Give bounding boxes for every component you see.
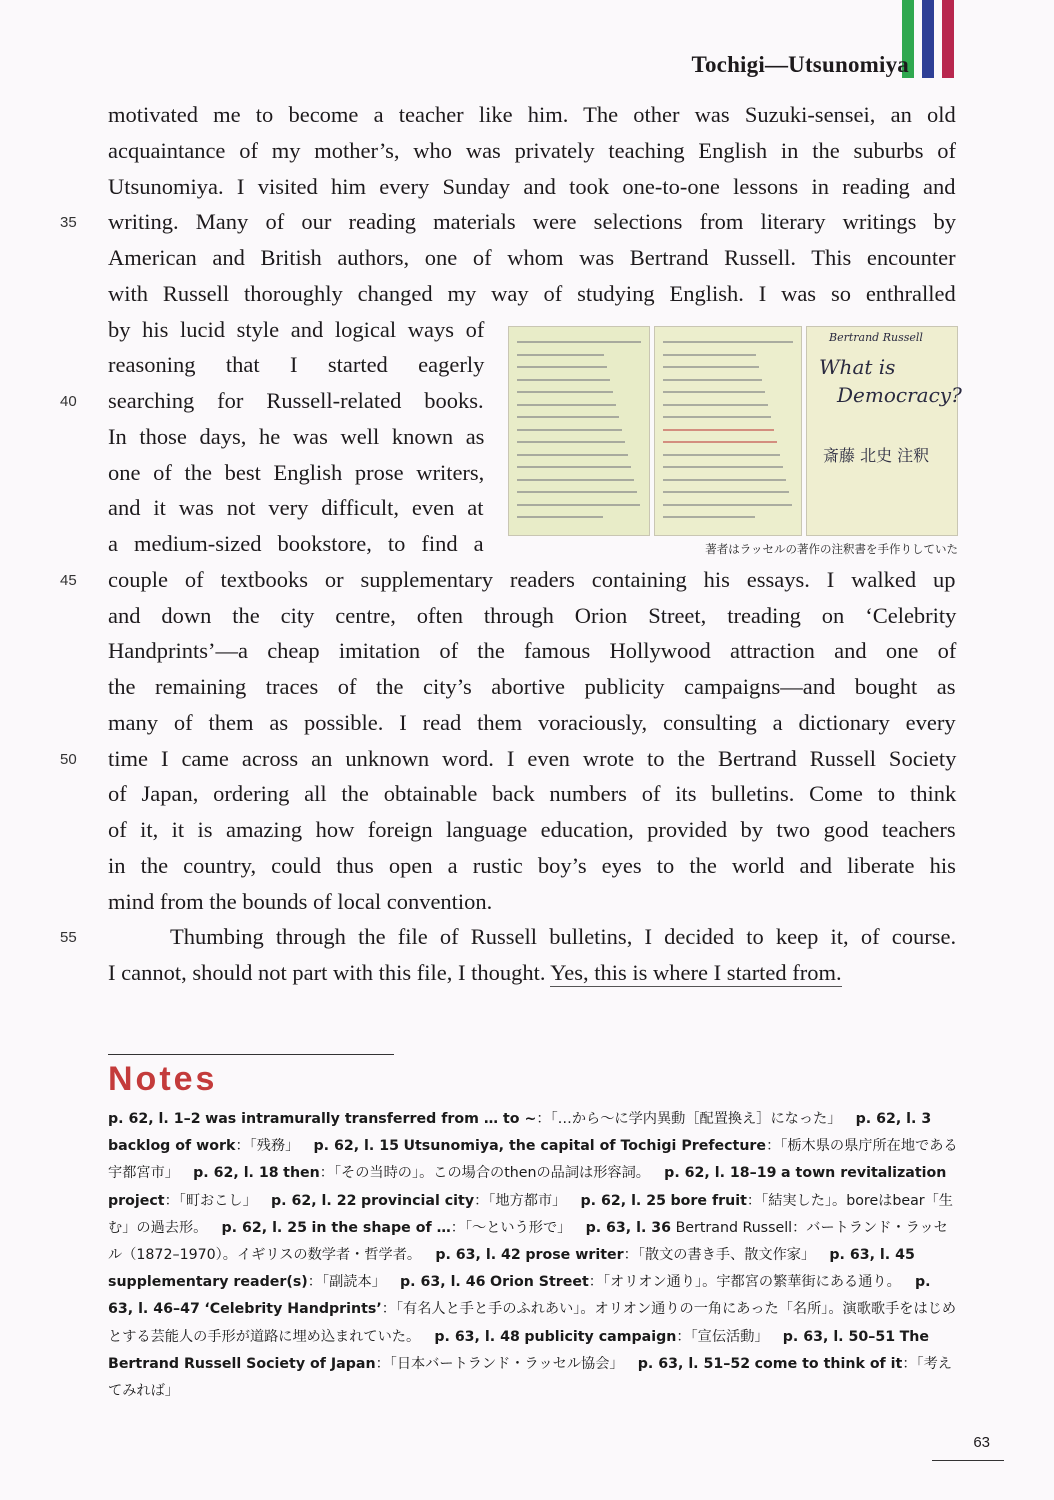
body-line: and down the city centre, often through Orion Street, treading on ‘Celebrity: [108, 602, 957, 628]
page-number: 63: [973, 1434, 990, 1451]
handwriting-stroke: [517, 341, 641, 343]
body-line: time I came across an unknown word. I even wrote to the Bertrand Russell Society: [108, 745, 957, 771]
body-line: mind from the bounds of local convention.: [108, 888, 493, 914]
note-ref: p. 62, l. 18: [193, 1165, 279, 1182]
body-line: in the country, could thus open a rustic boy’s eyes to the world and liberate his: [108, 852, 956, 878]
body-line: by his lucid style and logical ways of: [108, 316, 485, 342]
body-line: one of the best English prose writers,: [108, 459, 485, 485]
note-gloss: 「宣伝活動」: [690, 1328, 769, 1345]
book-author-handwriting: Bertrand Russell: [829, 331, 923, 344]
header-bar-red: [942, 0, 954, 78]
handwriting-stroke: [517, 441, 625, 443]
handwriting-stroke: [663, 504, 792, 506]
note-ref: p. 62, l. 3: [855, 1111, 932, 1127]
note-entry: p. 62, l. 15 Utsunomiya, the capital of Tochigi Prefecture：「栃木県の県庁所在地である宇都宮市」: [108, 1138, 958, 1182]
handwriting-stroke: [517, 454, 628, 456]
body-line: In those days, he was well known as: [108, 423, 485, 449]
note-gloss: 「その当時の」。この場合のthenの品詞は形容詞。: [333, 1165, 650, 1182]
handwriting-stroke: [663, 429, 774, 431]
underlined-sentence: Yes, this is where I started from.: [550, 960, 842, 985]
handwriting-stroke: [517, 429, 622, 431]
figure-notebook-photos: [508, 326, 962, 538]
note-entry: p. 63, l. 45 supplementary reader(s)：「副読本」: [108, 1247, 915, 1291]
notes-heading: Notes: [108, 1060, 218, 1098]
note-gloss: 「散文の書き手、散文作家」: [637, 1247, 816, 1264]
note-gloss: 「考えてみれば」: [108, 1355, 952, 1400]
handwriting-stroke: [663, 341, 793, 343]
body-line: couple of textbooks or supplementary readers containing his essays. I walked up: [108, 566, 956, 592]
note-term: come to think of it: [754, 1355, 903, 1372]
note-gloss: 「有名人と手と手のふれあい」。オリオン通りの一角にあった「名所」。演歌歌手をはじめとする芸能人の手形が道路に埋め込まれていた。: [108, 1301, 957, 1345]
annotator-name: 斎藤 北史 注釈: [823, 446, 930, 465]
line-number: 50: [60, 750, 77, 768]
note-ref: p. 62, l. 25: [221, 1219, 308, 1236]
note-ref: p. 63, l. 46–47: [108, 1274, 931, 1318]
note-term: backlog of work: [108, 1138, 236, 1155]
note-gloss: 「町おこし」: [178, 1192, 257, 1209]
note-ref: p. 63, l. 48: [434, 1328, 520, 1345]
handwriting-stroke: [517, 479, 634, 481]
body-line: with Russell thoroughly changed my way of studying English. I was so enthralled: [108, 280, 956, 306]
note-ref: p. 63, l. 42: [435, 1247, 521, 1264]
handwriting-stroke: [517, 466, 631, 468]
note-ref: p. 63, l. 36: [585, 1219, 672, 1236]
notebook-photo-1: [508, 326, 650, 536]
book-title-line-2: Democracy?: [837, 383, 962, 407]
notebook-photo-3: [806, 326, 962, 536]
handwriting-stroke: [663, 416, 771, 418]
note-entry: p. 63, l. 50–51 The Bertrand Russell Society of Japan：「日本バートランド・ラッセル協会」: [108, 1328, 930, 1372]
note-term: Utsunomiya, the capital of Tochigi Prefecture: [403, 1138, 767, 1155]
note-gloss: 「日本バートランド・ラッセル協会」: [389, 1355, 624, 1372]
note-term: supplementary reader(s): [108, 1274, 308, 1291]
note-entry: p. 62, l. 25 in the shape of …：「〜という形で」: [221, 1219, 572, 1236]
handwriting-stroke: [663, 516, 755, 518]
note-entry: p. 63, l. 42 prose writer：「散文の書き手、散文作家」: [435, 1247, 816, 1264]
note-term: The Bertrand Russell Society of Japan: [108, 1328, 930, 1372]
note-term: prose writer: [525, 1247, 624, 1264]
handwriting-stroke: [517, 516, 603, 518]
note-term: in the shape of …: [311, 1219, 451, 1236]
handwriting-stroke: [517, 379, 610, 381]
handwriting-stroke: [517, 491, 637, 493]
body-line: searching for Russell-related books.: [108, 388, 484, 413]
note-entry: p. 62, l. 3 backlog of work：「残務」: [108, 1111, 932, 1155]
header-bar-blue: [922, 0, 934, 78]
note-term: was intramurally transferred from … to ~: [205, 1111, 537, 1127]
note-entry: p. 62, l. 22 provincial city：「地方都市」: [271, 1192, 567, 1209]
note-entry: p. 63, l. 36 Bertrand Russell：バートランド・ラッセル（1872–1970）。イギリスの数学者・哲学者。: [108, 1219, 948, 1264]
running-header: Tochigi—Utsunomiya: [691, 52, 909, 77]
handwriting-stroke: [663, 354, 756, 356]
note-gloss: 「栃木県の県庁所在地である宇都宮市」: [108, 1138, 958, 1182]
note-term: Orion Street: [490, 1274, 589, 1291]
note-entry: p. 62, l. 18 then：「その当時の」。この場合のthenの品詞は形容詞。: [193, 1165, 650, 1182]
book-title-line-1: What is: [819, 355, 896, 379]
note-entry: p. 62, l. 18–19 a town revitalization project：「町おこし」: [108, 1165, 947, 1209]
body-line: of it, it is amazing how foreign language education, provided by two good teachers: [108, 817, 956, 842]
note-gloss: 「〜という形で」: [464, 1219, 572, 1236]
body-line: Handprints’—a cheap imitation of the famous Hollywood attraction and one of: [108, 638, 957, 664]
handwriting-stroke: [517, 416, 619, 418]
body-line: reasoning that I started eagerly: [108, 352, 485, 378]
handwriting-stroke: [663, 479, 786, 481]
note-term: publicity campaign: [524, 1328, 677, 1345]
handwriting-stroke: [663, 441, 777, 443]
handwriting-stroke: [517, 354, 604, 356]
note-gloss: 「…から〜に学内異動［配置換え］になった」: [550, 1111, 842, 1127]
note-ref: p. 62, l. 22: [271, 1192, 357, 1209]
handwriting-stroke: [517, 391, 613, 393]
handwriting-stroke: [663, 391, 765, 393]
note-gloss: 「地方都市」: [488, 1192, 567, 1209]
note-entry: p. 63, l. 46–47 ‘Celebrity Handprints’：「有名人と手と手のふれあい」。オリオン通りの一角にあった「名所」。演歌歌手をはじめとする芸能人の手形が道路に埋め込まれていた。: [108, 1274, 957, 1345]
note-entry: p. 63, l. 48 publicity campaign：「宣伝活動」: [434, 1328, 769, 1345]
body-line: of Japan, ordering all the obtainable back numbers of its bulletins. Come to think: [108, 781, 957, 807]
note-term: Bertrand Russell: [675, 1219, 793, 1236]
note-gloss: 「残務」: [249, 1138, 300, 1155]
note-term: then: [283, 1165, 320, 1182]
note-ref: p. 63, l. 51–52: [637, 1355, 751, 1372]
note-term: bore fruit: [670, 1192, 747, 1209]
notes-divider: [108, 1054, 394, 1055]
handwriting-stroke: [663, 491, 789, 493]
note-ref: p. 63, l. 45: [829, 1247, 915, 1264]
note-ref: p. 62, l. 18–19: [664, 1165, 777, 1182]
note-ref: p. 63, l. 46: [400, 1274, 486, 1291]
handwriting-stroke: [663, 366, 759, 368]
line-number: 40: [60, 393, 77, 410]
note-entry: p. 62, l. 1–2 was intramurally transferred from … to ~：「…から〜に学内異動［配置換え］になった」: [108, 1111, 842, 1127]
body-line: acquaintance of my mother’s, who was privately teaching English in the suburbs of: [108, 137, 957, 163]
body-line: American and British authors, one of whom was Bertrand Russell. This encounter: [108, 245, 956, 270]
note-ref: p. 63, l. 50–51: [782, 1328, 896, 1345]
note-gloss: バートランド・ラッセル（1872–1970）。イギリスの数学者・哲学者。: [108, 1219, 948, 1264]
note-ref: p. 62, l. 1–2: [108, 1111, 201, 1127]
note-gloss: 「副読本」: [321, 1274, 386, 1291]
body-line: a medium-sized bookstore, to find a: [108, 531, 484, 556]
note-ref: p. 62, l. 15: [313, 1138, 399, 1155]
handwriting-stroke: [663, 454, 780, 456]
body-line: writing. Many of our reading materials were selections from literary writings by: [108, 209, 957, 235]
body-line: many of them as possible. I read them voraciously, consulting a dictionary every: [108, 709, 956, 735]
body-line: Thumbing through the file of Russell bulletins, I decided to keep it, of course.: [170, 924, 957, 950]
note-gloss: 「オリオン通り」。宇都宮の繁華街にある通り。: [602, 1274, 901, 1291]
notes-body: [108, 1106, 960, 1405]
handwriting-stroke: [517, 366, 607, 368]
line-number: 45: [60, 571, 77, 589]
line-number: 35: [60, 214, 77, 232]
line-number: 55: [60, 929, 77, 947]
handwriting-stroke: [663, 379, 762, 381]
note-entry: p. 62, l. 25 bore fruit：「結実した」。boreはbear「生む」の過去形。: [108, 1192, 953, 1236]
body-line: Utsunomiya. I visited him every Sunday and took one-to-one lessons in reading and: [108, 173, 956, 199]
note-entry: p. 63, l. 51–52 come to think of it：「考えてみれば」: [108, 1355, 952, 1400]
body-line: I cannot, should not part with this file, I thought. Yes, this is where I started from.: [108, 960, 842, 985]
body-line: motivated me to become a teacher like him. The other was Suzuki-sensei, an old: [108, 102, 956, 127]
note-ref: p. 62, l. 25: [580, 1192, 667, 1209]
note-term: provincial city: [361, 1192, 475, 1209]
handwriting-stroke: [517, 504, 640, 506]
note-gloss: 「結実した」。boreはbear「生む」の過去形。: [108, 1192, 953, 1236]
note-term: ‘Celebrity Handprints’: [204, 1301, 382, 1318]
figure-caption: 著者はラッセルの著作の注釈書を手作りしていた: [705, 542, 958, 556]
body-line: and it was not very difficult, even at: [108, 495, 484, 521]
body-line: the remaining traces of the city’s abortive publicity campaigns—and bought as: [108, 674, 956, 699]
note-term: a town revitalization project: [108, 1165, 947, 1209]
handwriting-stroke: [663, 466, 783, 468]
notebook-photo-2: [654, 326, 802, 536]
page-number-rule: [932, 1460, 1004, 1461]
note-entry: p. 63, l. 46 Orion Street：「オリオン通り」。宇都宮の繁華街にある通り。: [400, 1274, 901, 1291]
handwriting-stroke: [517, 404, 616, 406]
handwriting-stroke: [663, 404, 768, 406]
